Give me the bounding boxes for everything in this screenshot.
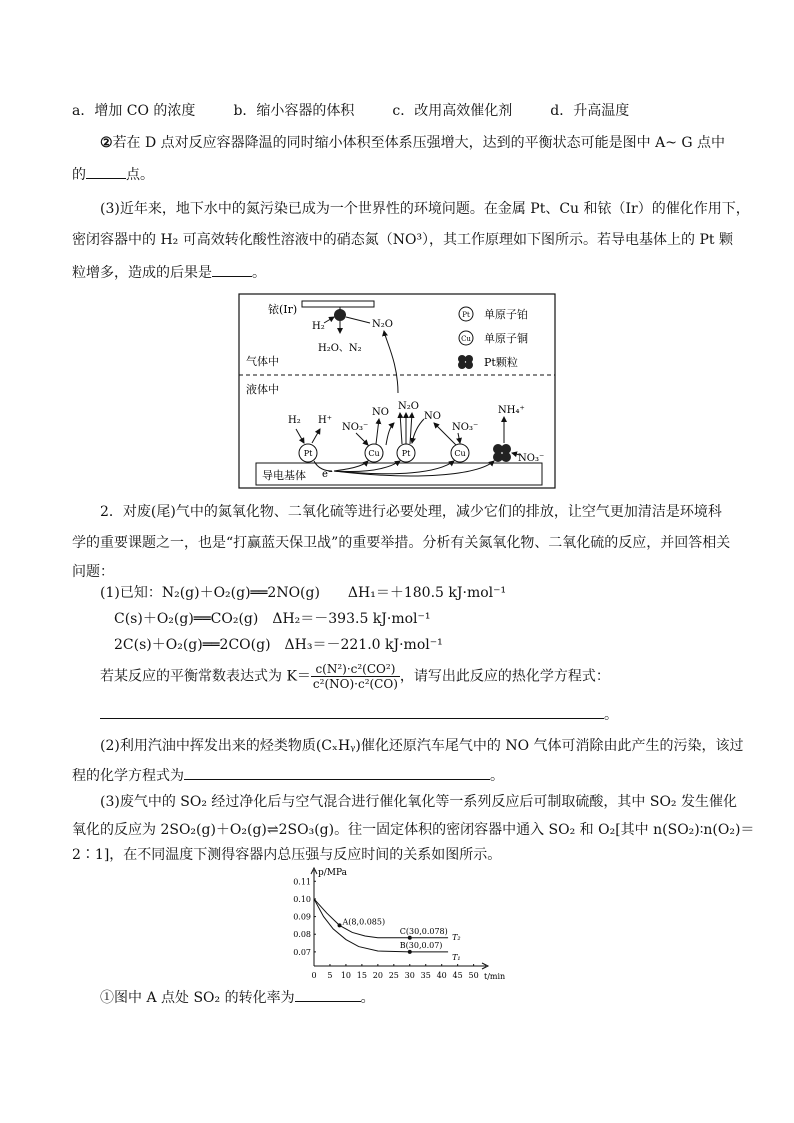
- options-line: [72, 102, 724, 120]
- q2-part2-line2: [72, 765, 724, 785]
- q2-part3-line3: 2∶1]，在不同温度下测得容器内总压强与反应时间的关系如图所示。: [72, 847, 502, 863]
- arrow: [296, 429, 304, 443]
- pt-cluster-icon: [334, 309, 346, 321]
- arrow: [312, 429, 320, 443]
- k-numerator: c(N²)·c²(CO²): [311, 662, 400, 677]
- h2-label: H₂: [288, 415, 301, 426]
- q1-part2-text: 若在 D 点对反应容器降温的同时缩小体积至体系压强增大，达到的平衡状态可能是图中 A~ G 点中: [112, 135, 726, 151]
- equation-3: 2C(s)＋O₂(g)══2CO(g) ΔH₃＝－221.0 kJ·mol⁻¹: [114, 637, 443, 653]
- arrow: [400, 413, 402, 444]
- final-question: [100, 987, 752, 1007]
- nh4-label: NH₄⁺: [498, 405, 525, 416]
- point-label: C(30,0.078): [399, 926, 448, 936]
- text: 的: [72, 167, 86, 183]
- text: 若某反应的平衡常数表达式为 K＝: [100, 668, 311, 685]
- h2-top: H₂: [312, 321, 325, 332]
- cu-symbol: Cu: [461, 335, 471, 343]
- data-point: [408, 936, 412, 940]
- point-label: B(30,0.07): [399, 940, 443, 950]
- x-tick-label: 20: [372, 971, 383, 980]
- arrow: [410, 413, 412, 444]
- x-axis-label: t/min: [484, 972, 506, 981]
- pt-particle-legend-icon: [458, 355, 473, 369]
- text: 。: [604, 707, 618, 723]
- text: 。: [252, 265, 266, 281]
- k-denominator: c²(NO)·c²(CO): [312, 677, 398, 691]
- q2-part2-line1: (2)利用汽油中挥发出来的烃类物质(CₓHᵧ)催化还原汽车尾气中的 NO 气体可消除由此产生的污染，该过: [100, 738, 744, 754]
- y-tick-label: 0.07: [293, 947, 311, 957]
- data-point: [338, 923, 342, 927]
- text: ，请写出此反应的热化学方程式：: [399, 668, 610, 685]
- k-fraction: [311, 662, 400, 691]
- x-tick-label: 30: [404, 971, 415, 980]
- ir-plate: [302, 301, 374, 307]
- hplus-label: H⁺: [318, 415, 332, 426]
- text: 点。: [126, 167, 154, 183]
- arrow: [458, 433, 460, 443]
- data-point: [408, 950, 412, 954]
- answer-blank[interactable]: [100, 704, 604, 719]
- q2-part3-line1: (3)废气中的 SO₂ 经过净化后与空气混合进行催化氧化等一系列反应后可制取硫酸，其中 SO₂ 发生催化: [100, 794, 737, 810]
- n2o-escape-arrow: [384, 331, 398, 393]
- x-tick-label: 15: [356, 971, 367, 980]
- q1-part3-line2: 密闭容器中的 H₂ 可高效转化酸性溶液中的硝态氮（NO³），其工作原理如下图所示。若导电基体上的 Pt 颗: [72, 232, 734, 248]
- option-d: d．升高温度: [550, 103, 630, 119]
- ir-label: 铱(Ir): [268, 303, 298, 316]
- x-tick-label: 10: [340, 971, 352, 980]
- legend-pt-text: 单原子铂: [484, 308, 528, 321]
- x-tick-label: 50: [468, 971, 479, 980]
- arrow: [386, 423, 394, 445]
- atom-cu-1: [365, 444, 383, 462]
- x-tick-label: 40: [436, 971, 447, 980]
- substrate-label: 导电基体: [262, 469, 306, 482]
- q1-part3-line3: [72, 262, 724, 282]
- n2o-label: N₂O: [398, 401, 419, 412]
- thermo-answer-line: [100, 704, 752, 724]
- equation-1: (1)已知：N₂(g)＋O₂(g)══2NO(g) ΔH₁＝＋180.5 kJ·mol⁻¹: [100, 585, 507, 601]
- answer-blank[interactable]: [212, 262, 252, 277]
- x-tick-label: 0: [311, 971, 317, 980]
- q2-intro-3: 问题：: [72, 564, 114, 580]
- answer-blank[interactable]: [295, 987, 361, 1002]
- text: ①图中 A 点处 SO₂ 的转化率为: [100, 990, 295, 1006]
- arrow: [412, 419, 424, 443]
- atom-symbol: Cu: [368, 449, 380, 458]
- point-label: A(8,0.085): [342, 917, 386, 927]
- no3-label-3: NO₃⁻: [518, 453, 545, 464]
- atom-pt-1: [299, 444, 317, 462]
- x-tick-label: 35: [420, 971, 431, 980]
- y-tick-label: 0.11: [293, 877, 311, 887]
- pt-symbol: Pt: [462, 311, 470, 319]
- catalysis-diagram: [238, 293, 556, 489]
- option-b: b．缩小容器的体积: [233, 103, 355, 119]
- q2-intro-1: 2．对废(尾)气中的氮氧化物、二氧化硫等进行必要处理，减少它们的排放，让空气更加清洁是环境科: [100, 504, 722, 520]
- no-label: NO: [372, 407, 389, 418]
- text: 。: [490, 768, 504, 784]
- arrow: [324, 317, 334, 323]
- legend-particle-text: Pt颗粒: [484, 356, 518, 369]
- arrow: [356, 433, 368, 445]
- y-axis-label: p/MPa: [318, 868, 348, 878]
- atom-pt-2: [397, 444, 415, 462]
- answer-blank[interactable]: [86, 164, 126, 179]
- circle-marker: ②: [100, 135, 113, 151]
- q2-part3-line2: 氧化的反应为 2SO₂(g)＋O₂(g)⇌2SO₃(g)。往一固定体积的密闭容器中通入 SO₂ 和 O₂[其中 n(SO₂)∶n(O₂)＝: [72, 822, 755, 838]
- atom-symbol: Pt: [303, 449, 313, 458]
- y-tick-label: 0.10: [293, 894, 311, 904]
- q1-part3-line1: (3)近年来，地下水中的氮污染已成为一个世界性的环境问题。在金属 Pt、Cu 和铱（Ir）的催化作用下，: [100, 201, 750, 217]
- answer-blank[interactable]: [184, 765, 490, 780]
- no-label-2: NO: [424, 411, 441, 422]
- pt-particle-icon: [493, 444, 511, 462]
- legend-cu-text: 单原子铜: [484, 332, 528, 345]
- atom-cu-2: [451, 444, 469, 462]
- series-label-1: T₂: [452, 932, 461, 942]
- q1-part2-line2: [72, 164, 724, 184]
- atom-symbol: Cu: [454, 449, 466, 458]
- equation-2: C(s)＋O₂(g)══CO₂(g) ΔH₂＝－393.5 kJ·mol⁻¹: [114, 611, 431, 627]
- atom-symbol: Pt: [401, 449, 411, 458]
- no3-label: NO₃⁻: [342, 422, 369, 433]
- x-tick-label: 5: [327, 971, 333, 980]
- arrow: [376, 419, 379, 444]
- option-c: c．改用高效催化剂: [392, 103, 513, 119]
- k-expression-line: [100, 662, 752, 691]
- n2o-top: N₂O: [372, 319, 393, 330]
- gas-label: 气体中: [246, 355, 279, 368]
- text: 程的化学方程式为: [72, 768, 184, 784]
- y-tick-label: 0.08: [293, 930, 311, 940]
- liquid-label: 液体中: [246, 383, 279, 396]
- x-tick-label: 25: [388, 971, 399, 980]
- electron-label: e⁻: [322, 469, 334, 480]
- pressure-time-chart: [282, 866, 512, 982]
- option-a: a．增加 CO 的浓度: [72, 103, 196, 119]
- text: 。: [360, 990, 375, 1006]
- q2-intro-2: 学的重要课题之一，也是“打赢蓝天保卫战”的重要举措。分析有关氮氧化物、二氧化硫的反应，并回答相关: [72, 535, 731, 551]
- series-label-2: T₁: [452, 952, 461, 962]
- arrow: [346, 317, 370, 323]
- x-tick-label: 45: [452, 971, 463, 980]
- q1-part2-line1: [100, 134, 752, 152]
- no3-label-2: NO₃⁻: [452, 422, 479, 433]
- products-top: H₂O、N₂: [318, 343, 362, 354]
- text: 粒增多，造成的后果是: [72, 265, 212, 281]
- y-tick-label: 0.09: [293, 912, 311, 922]
